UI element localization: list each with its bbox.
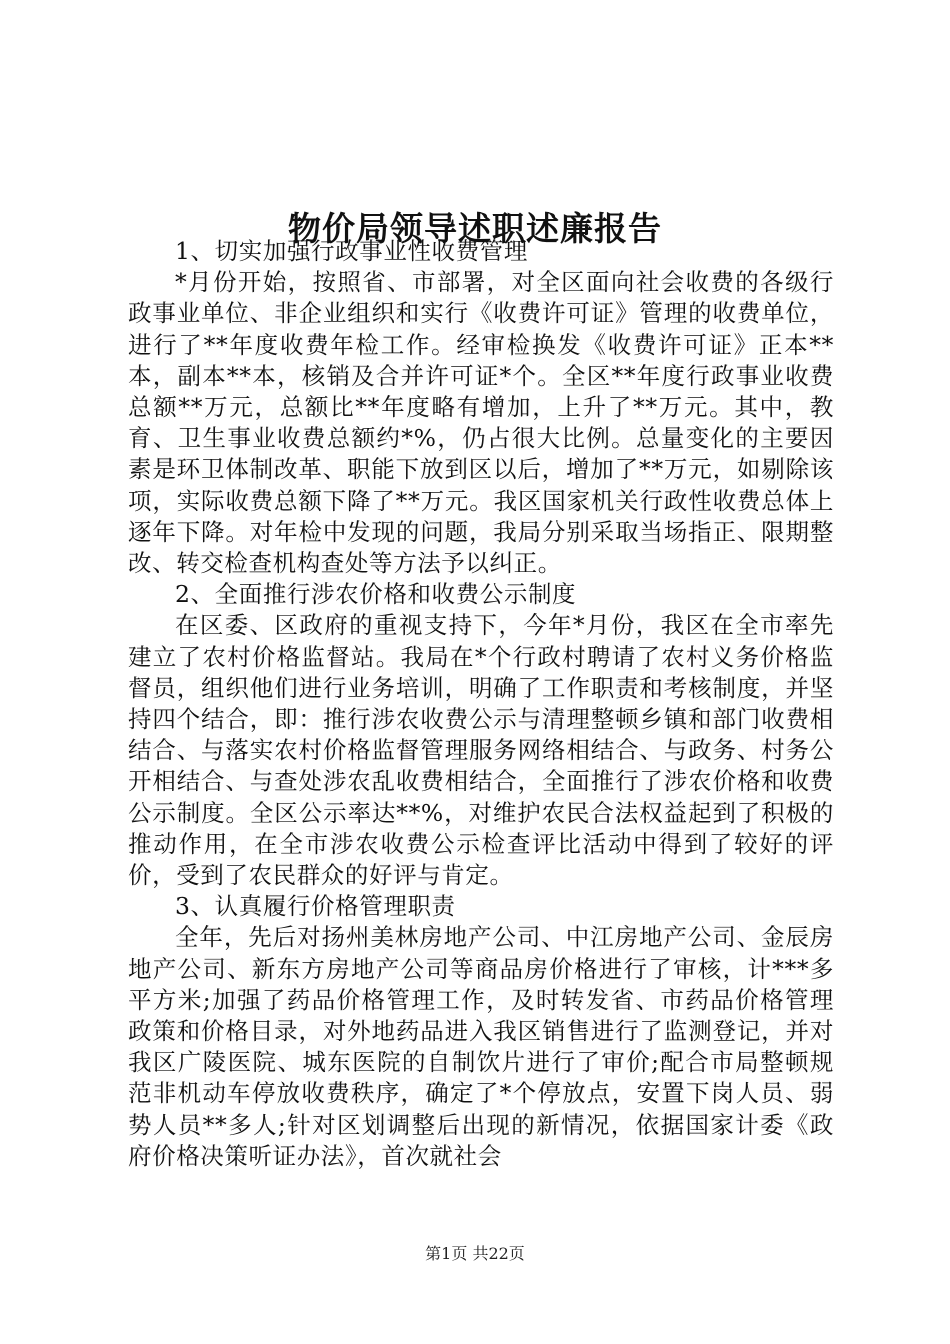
section-heading-1: 1、切实加强行政事业性收费管理 xyxy=(175,237,528,265)
body-paragraph-2: 在区委、区政府的重视支持下，今年*月份，我区在全市率先建立了农村价格监督站。我局在*个行政村聘请了农村义务价格监督员，组织他们进行业务培训，明确了工作职责和考核制度，并坚持四个结合，即：推行涉农收费公示与清理整顿乡镇和部门收费相结合、与落实农村价格监督管理服务网络相结合、与政务、村务公开相结合、与查处涉农乱收费相结合，全面推行了涉农价格和收费公示制度。全区公示率达**%，对维护农民合法权益起到了积极的推动作用，在全市涉农收费公示检查评比活动中得到了较好的评价，受到了农民群众的好评与肯定。 xyxy=(128,611,834,890)
section-heading-3: 3、认真履行价格管理职责 xyxy=(175,892,456,921)
page-number-footer: 第1页 共22页 xyxy=(425,1244,525,1263)
document-body xyxy=(128,236,834,1172)
body-paragraph-3: 全年，先后对扬州美林房地产公司、中江房地产公司、金辰房地产公司、新东方房地产公司等商品房价格进行了审核，计***多平方米;加强了药品价格管理工作，及时转发省、市药品价格管理政策和价格目录，对外地药品进入我区销售进行了监测登记，并对我区广陵医院、城东医院的自制饮片进行了审价;配合市局整顿规范非机动车停放收费秩序，确定了*个停放点，安置下岗人员、弱势人员**多人;针对区划调整后出现的新情况，依据国家计委《政府价格决策听证办法》，首次就社会 xyxy=(128,923,834,1170)
section-heading-2: 2、全面推行涉农价格和收费公示制度 xyxy=(175,580,577,609)
body-paragraph-1: *月份开始，按照省、市部署，对全区面向社会收费的各级行政事业单位、非企业组织和实行《收费许可证》管理的收费单位，进行了**年度收费年检工作。经审检换发《收费许可证》正本**本，副本**本，核销及合并许可证*个。全区**年度行政事业收费总额**万元，总额比**年度略有增加，上升了**万元。其中，教育、卫生事业收费总额约*%，仍占很大比例。总量变化的主要因素是环卫体制改革、职能下放到区以后，增加了**万元，如剔除该项，实际收费总额下降了**万元。我区国家机关行政性收费总体上逐年下降。对年检中发现的问题，我局分别采取当场指正、限期整改、转交检查机构查处等方法予以纠正。 xyxy=(128,268,834,578)
document-title: 物价局领导述职述廉报告 xyxy=(288,209,662,249)
